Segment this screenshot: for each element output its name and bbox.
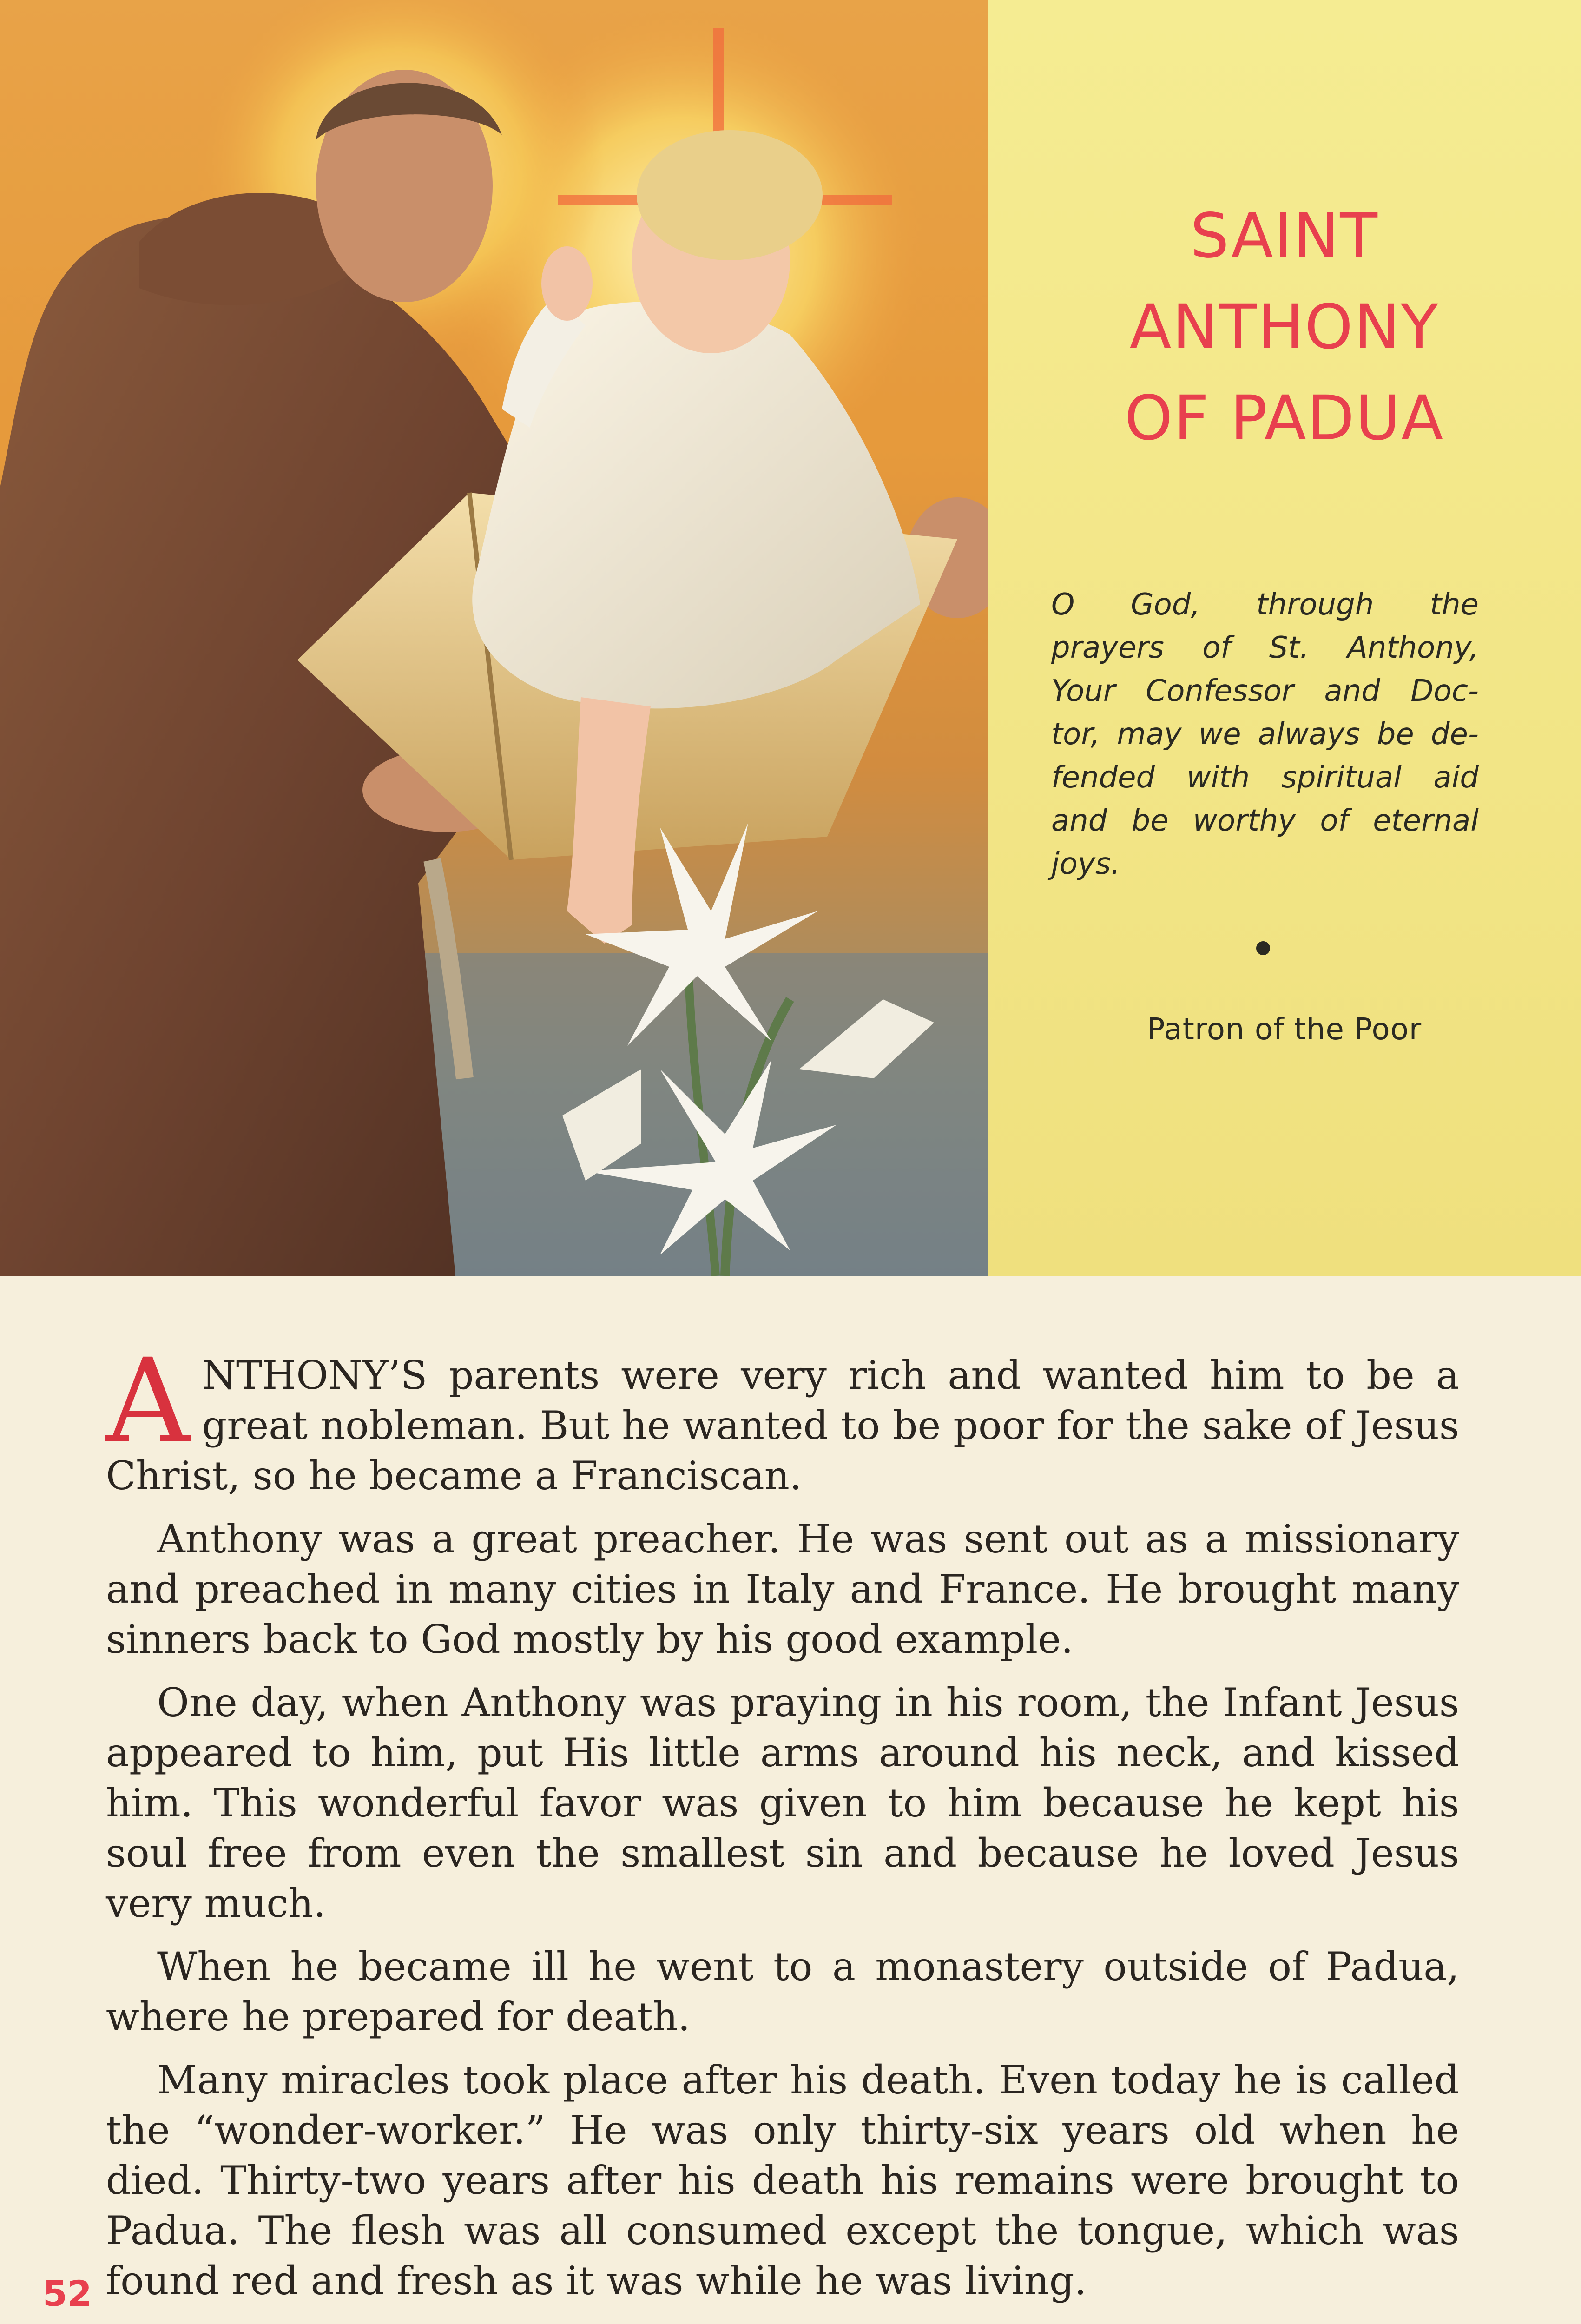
saint-title <box>988 191 1581 464</box>
prayer-line: joys. <box>1051 847 1120 881</box>
prayer-line: fended with spiritual aid <box>1051 760 1479 795</box>
bullet-dot-icon <box>1256 941 1270 955</box>
saint-painting <box>0 0 988 1276</box>
story-paragraph: Anthony was a great preacher. He was sent out as a missionary and preached in many cities in Italy and France. He brought many sinners back to God mostly by his good example. <box>106 1516 1459 1662</box>
page-number: 52 <box>43 2273 92 2314</box>
saint-illustration <box>0 0 988 1276</box>
story-paragraph: When he became ill he went to a monastery outside of Padua, where he prepared for death. <box>106 1944 1459 2040</box>
patron-text: Patron of the Poor <box>1146 1012 1422 1047</box>
prayer-line: prayers of St. Anthony, <box>1051 631 1479 665</box>
title-line-1: SAINT <box>1190 200 1378 272</box>
story-paragraph: One day, when Anthony was praying in his room, the Infant Jesus appeared to him, put His little arms around his neck, and kissed him. This wonderful favor was given to him because he kept his soul free from even the smallest sin and because he loved Jesus very much. <box>106 1680 1459 1926</box>
infant-hair <box>637 130 823 260</box>
prayer-line: O God, through the <box>1051 588 1479 622</box>
prayer-text <box>1051 583 1479 886</box>
story-text <box>106 1334 1459 2319</box>
title-line-3: OF PADUA <box>1124 383 1444 454</box>
prayer-line: tor, may we always be de- <box>1051 717 1479 752</box>
drop-cap: A <box>106 1334 190 1469</box>
story-paragraph: Many miracles took place after his death. Even today he is called the “wonder-worker.” He was only thirty-six years old when he died. Thirty-two years after his death his remains were brought to Padua. The flesh was all consumed except the tongue, which was found red and fresh as it was while he was living. <box>106 2057 1459 2304</box>
story-paragraph-text: NTHONY’S parents were very rich and wanted him to be a great nobleman. But he wanted to be poor for the sake of Jesus Christ, so he became a Franciscan. <box>106 1353 1459 1499</box>
prayer-line: and be worthy of eternal <box>1051 804 1479 838</box>
title-line-2: ANTHONY <box>1129 291 1439 363</box>
prayer-line: Your Confessor and Doc- <box>1051 674 1479 708</box>
story-paragraph <box>106 1334 1459 1501</box>
